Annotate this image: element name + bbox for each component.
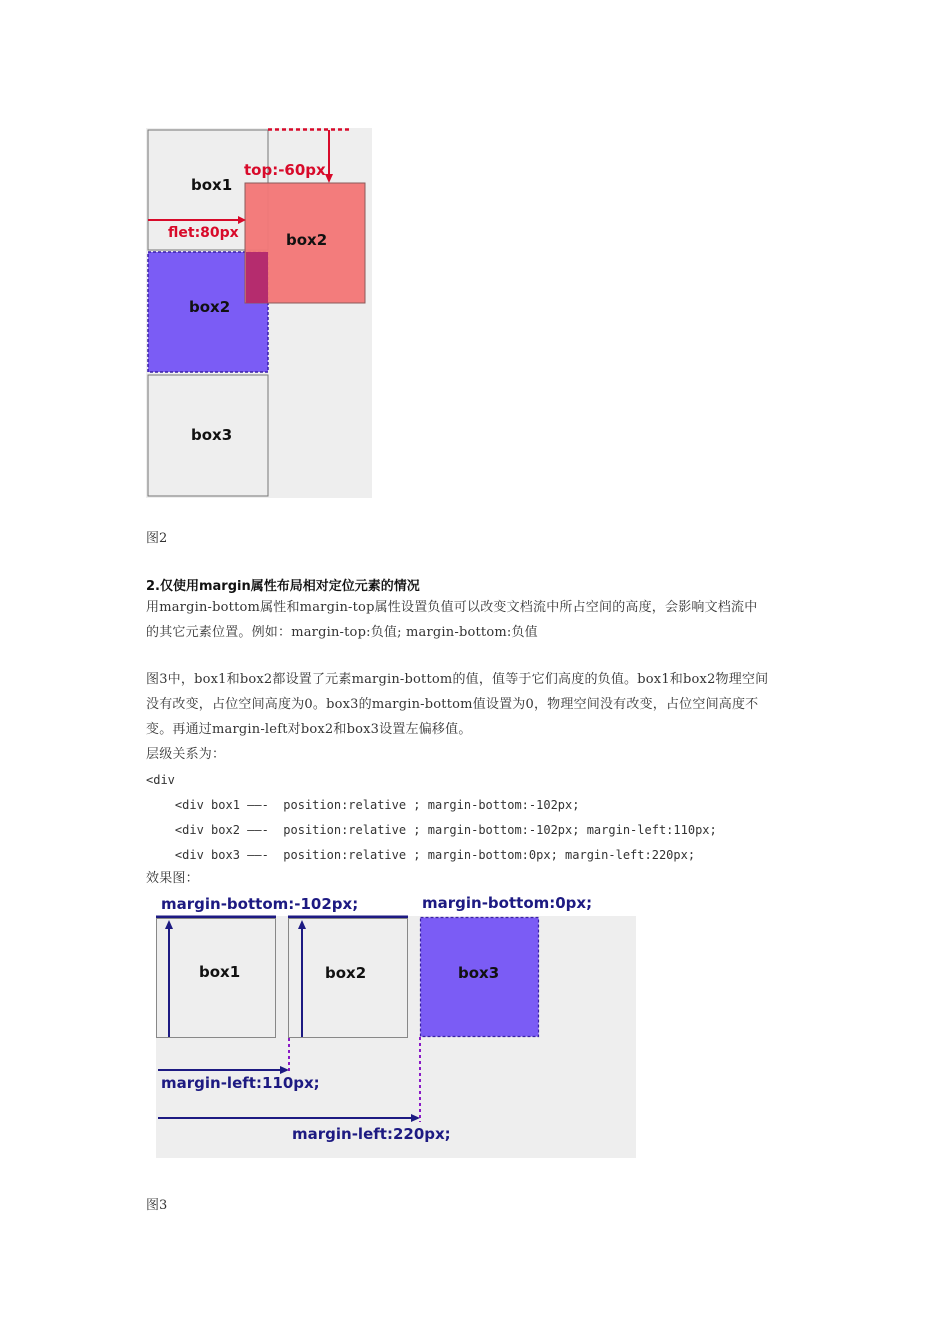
fig2-overlap — [246, 252, 268, 303]
code-block — [146, 768, 717, 868]
fig3-box3-label: box3 — [458, 964, 500, 982]
paragraph-2 — [146, 667, 826, 767]
paragraph-1 — [146, 595, 826, 645]
paragraph-1-line-1: 用margin-bottom属性和margin-top属性设置负值可以改变文档流中所占空间的高度，会影响文档流中 — [146, 600, 758, 615]
fig2-box1-label: box1 — [191, 176, 233, 194]
figure-2 — [146, 128, 374, 500]
fig3-box2-label: box2 — [325, 964, 367, 982]
fig3-ml110-annotation: margin-left:110px; — [161, 1074, 320, 1092]
paragraph-2-line-2: 没有改变，占位空间高度为0。box3的margin-bottom值设置为0，物理空间没有改变，占位空间高度不 — [146, 697, 759, 712]
code-line: <div box3 ——- position:relative ; margin-bottom:0px; margin-left:220px; — [146, 848, 696, 862]
fig2-box2-original-label: box2 — [189, 298, 231, 316]
code-line: <div box1 ——- position:relative ; margin-bottom:-102px; — [146, 798, 580, 812]
paragraph-1-line-2: 的其它元素位置。例如：margin-top:负值; margin-bottom:负值 — [146, 625, 538, 640]
fig2-left-annotation: flet:80px — [168, 225, 239, 241]
fig2-box2-moved-label: box2 — [286, 231, 328, 249]
effect-label: 效果图： — [146, 871, 199, 886]
paragraph-2-line-1: 图3中，box1和box2都设置了元素margin-bottom的值，值等于它们高度的负值。box1和box2物理空间 — [146, 672, 769, 687]
figure-3-caption: 图3 — [146, 1198, 168, 1213]
fig2-box3-label: box3 — [191, 426, 233, 444]
figure-2-caption: 图2 — [146, 531, 168, 546]
fig3-box1-label: box1 — [199, 963, 241, 981]
figure-3 — [150, 890, 640, 1160]
fig3-mb-right-annotation: margin-bottom:0px; — [422, 894, 593, 912]
fig3-ml220-annotation: margin-left:220px; — [292, 1125, 451, 1143]
code-line: <div box2 ——- position:relative ; margin-bottom:-102px; margin-left:110px; — [146, 823, 717, 837]
hierarchy-label: 层级关系为： — [146, 747, 226, 762]
paragraph-2-line-3: 变。再通过margin-left对box2和box3设置左偏移值。 — [146, 722, 472, 737]
fig3-mb-left-annotation: margin-bottom:-102px; — [161, 895, 359, 913]
code-line: <div — [146, 773, 175, 787]
section-heading: 2.仅使用margin属性布局相对定位元素的情况 — [146, 579, 420, 594]
fig2-top-annotation: top:-60px — [244, 161, 326, 179]
